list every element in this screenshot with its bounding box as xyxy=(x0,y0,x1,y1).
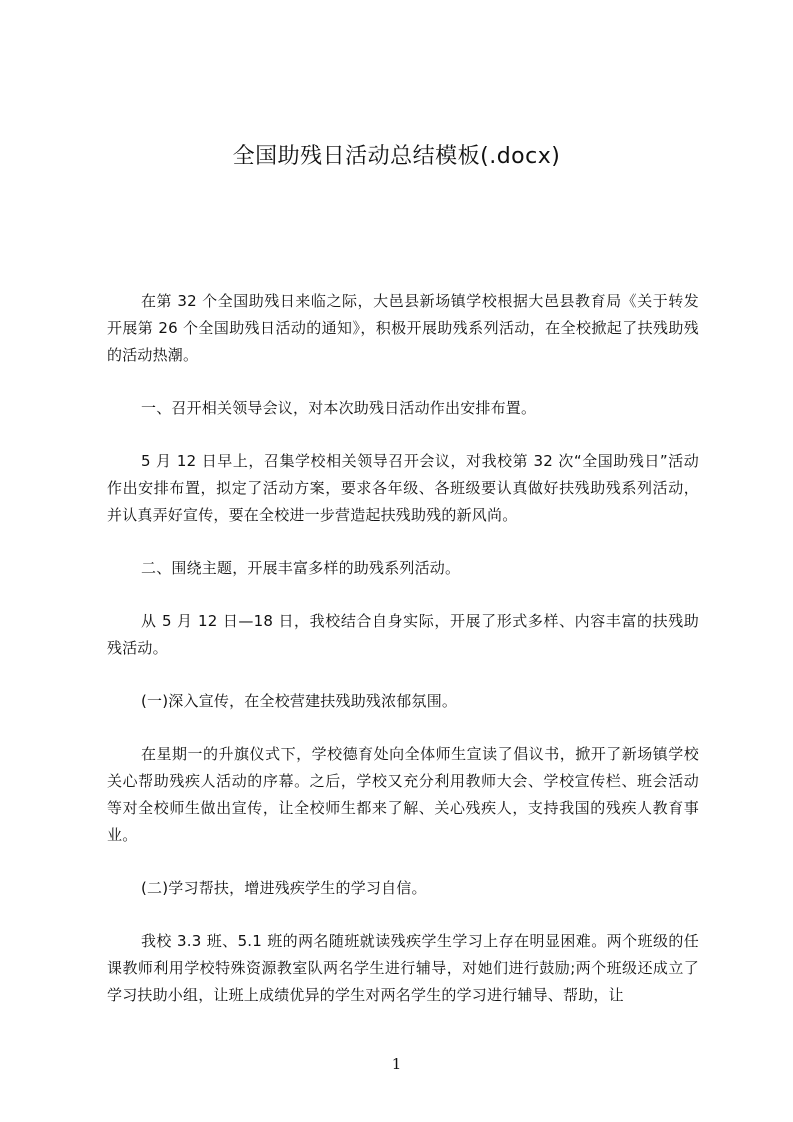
paragraph-intro: 在第 32 个全国助残日来临之际，大邑县新场镇学校根据大邑县教育局《关于转发开展第 26 个全国助残日活动的通知》，积极开展助残系列活动，在全校掀起了扶残助残的活动热潮。 xyxy=(107,292,699,364)
document-body xyxy=(107,288,699,1035)
section-heading-1: 一、召开相关领导会议，对本次助残日活动作出安排布置。 xyxy=(141,399,537,417)
paragraph-publicity: 在星期一的升旗仪式下，学校德育处向全体师生宣读了倡议书，掀开了新场镇学校关心帮助残疾人活动的序幕。之后，学校又充分利用教师大会、学校宣传栏、班会活动等对全校师生做出宣传，让全校师生都来了解、关心残疾人，支持我国的残疾人教育事业。 xyxy=(107,745,699,844)
page-number: 1 xyxy=(391,1055,402,1073)
subsection-heading-2: (二)学习帮扶，增进残疾学生的学习自信。 xyxy=(141,879,427,897)
paragraph-activities: 从 5 月 12 日—18 日，我校结合自身实际，开展了形式多样、内容丰富的扶残助残活动。 xyxy=(107,612,699,657)
paragraph-meeting: 5 月 12 日早上，召集学校相关领导召开会议，对我校第 32 次“全国助残日”活动作出安排布置，拟定了活动方案，要求各年级、各班级要认真做好扶残助残系列活动，并认真弄好宣传，要在全校进一步营造起扶残助残的新风尚。 xyxy=(107,452,699,524)
subsection-heading-1: (一)深入宣传，在全校营建扶残助残浓郁氛围。 xyxy=(141,692,458,710)
document-title: 全国助残日活动总结模板(.docx) xyxy=(232,144,561,169)
paragraph-study-help: 我校 3.3 班、5.1 班的两名随班就读残疾学生学习上存在明显困难。两个班级的任课教师利用学校特殊资源教室队两名学生进行辅导，对她们进行鼓励;两个班级还成立了学习扶助小组，让班上成绩优异的学生对两名学生的学习进行辅导、帮助，让 xyxy=(107,932,699,1004)
section-heading-2: 二、围绕主题，开展丰富多样的助残系列活动。 xyxy=(141,559,461,577)
